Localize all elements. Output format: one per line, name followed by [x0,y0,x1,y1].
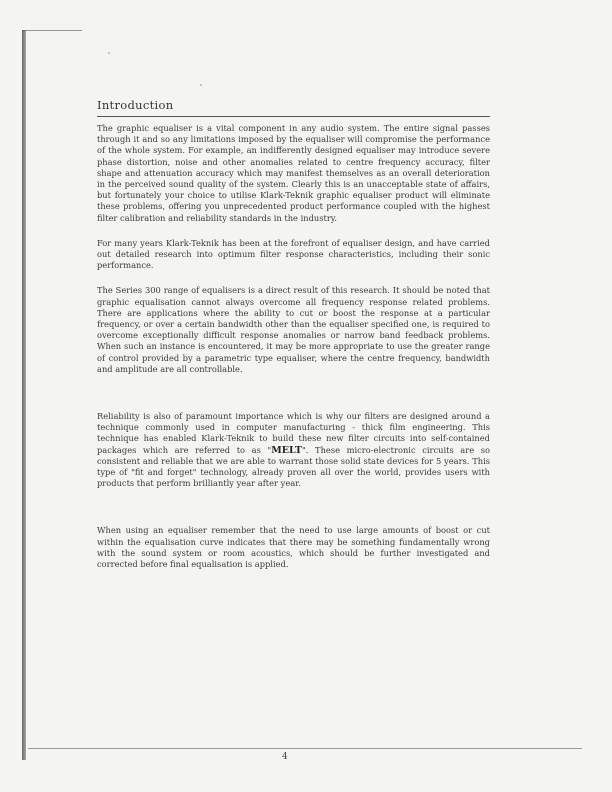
intro-paragraph-4 [97,411,490,489]
page-content [97,98,490,570]
paragraph-4-text-before: Reliability is also of paramount importance which is why our filters are designed around a technique commonly used in computer manufacturing - thick film engineering. This technique has enabled Klark-Teknik to build these new filter circuits into self-contained packages which are referred to as " [97,411,490,455]
heading-rule [97,116,490,117]
section-heading: Introduction [97,98,174,112]
scan-speck [108,52,110,54]
intro-paragraph-1: The graphic equaliser is a vital component in any audio system. The entire signal passes through it and so any limitations imposed by the equaliser will compromise the performance of the whole system. For example, an indifferently designed equaliser may introduce severe phase distortion, noise and other anomalies related to centre frequency accuracy, filter shape and attenuation accuracy which may manifest themselves as an overall deterioration in the perceived sound quality of the system. Clearly this is an unacceptable state of affairs, but fortunately your choice to utilise Klark-Teknik graphic equaliser product will eliminate these problems, offering you unprecedented product performance coupled with the highest filter calibration and reliability standards in the industry. [97,123,490,223]
intro-paragraph-5: When using an equaliser remember that the need to use large amounts of boost or cut within the equalisation curve indicates that there may be something fundamentally wrong with the sound system or room acoustics, which should be further investigated and corrected before final equalisation is applied. [97,525,490,570]
scan-binding-edge [22,30,26,760]
scan-top-mark [22,30,82,31]
scan-speck [200,84,202,86]
page-number: 4 [282,752,288,762]
footer-rule [28,748,582,749]
melt-term: MELT [271,444,302,456]
intro-paragraph-3: The Series 300 range of equalisers is a direct result of this research. It should be noted that graphic equalisation cannot always overcome all frequency response related problems. There are applications where the ability to cut or boost the response at a particular frequency, or over a certain bandwidth other than the equaliser specified one, is required to overcome exceptionally difficult response anomalies or narrow band feedback problems. When such an instance is encountered, it may be more appropriate to use the greater range of control provided by a parametric type equaliser, where the centre frequency, bandwidth and amplitude are all controllable. [97,285,490,374]
paragraph-4-text-after: ". These micro-electronic circuits are so consistent and reliable that we are able to warrant those solid state devices for 5 years. This type of "fit and forget" technology, already proven all over the world, provides users with products that perform brilliantly year after year. [97,444,490,489]
intro-paragraph-2: For many years Klark-Teknik has been at the forefront of equaliser design, and have carried out detailed research into optimum filter response characteristics, including their sonic performance. [97,237,490,271]
